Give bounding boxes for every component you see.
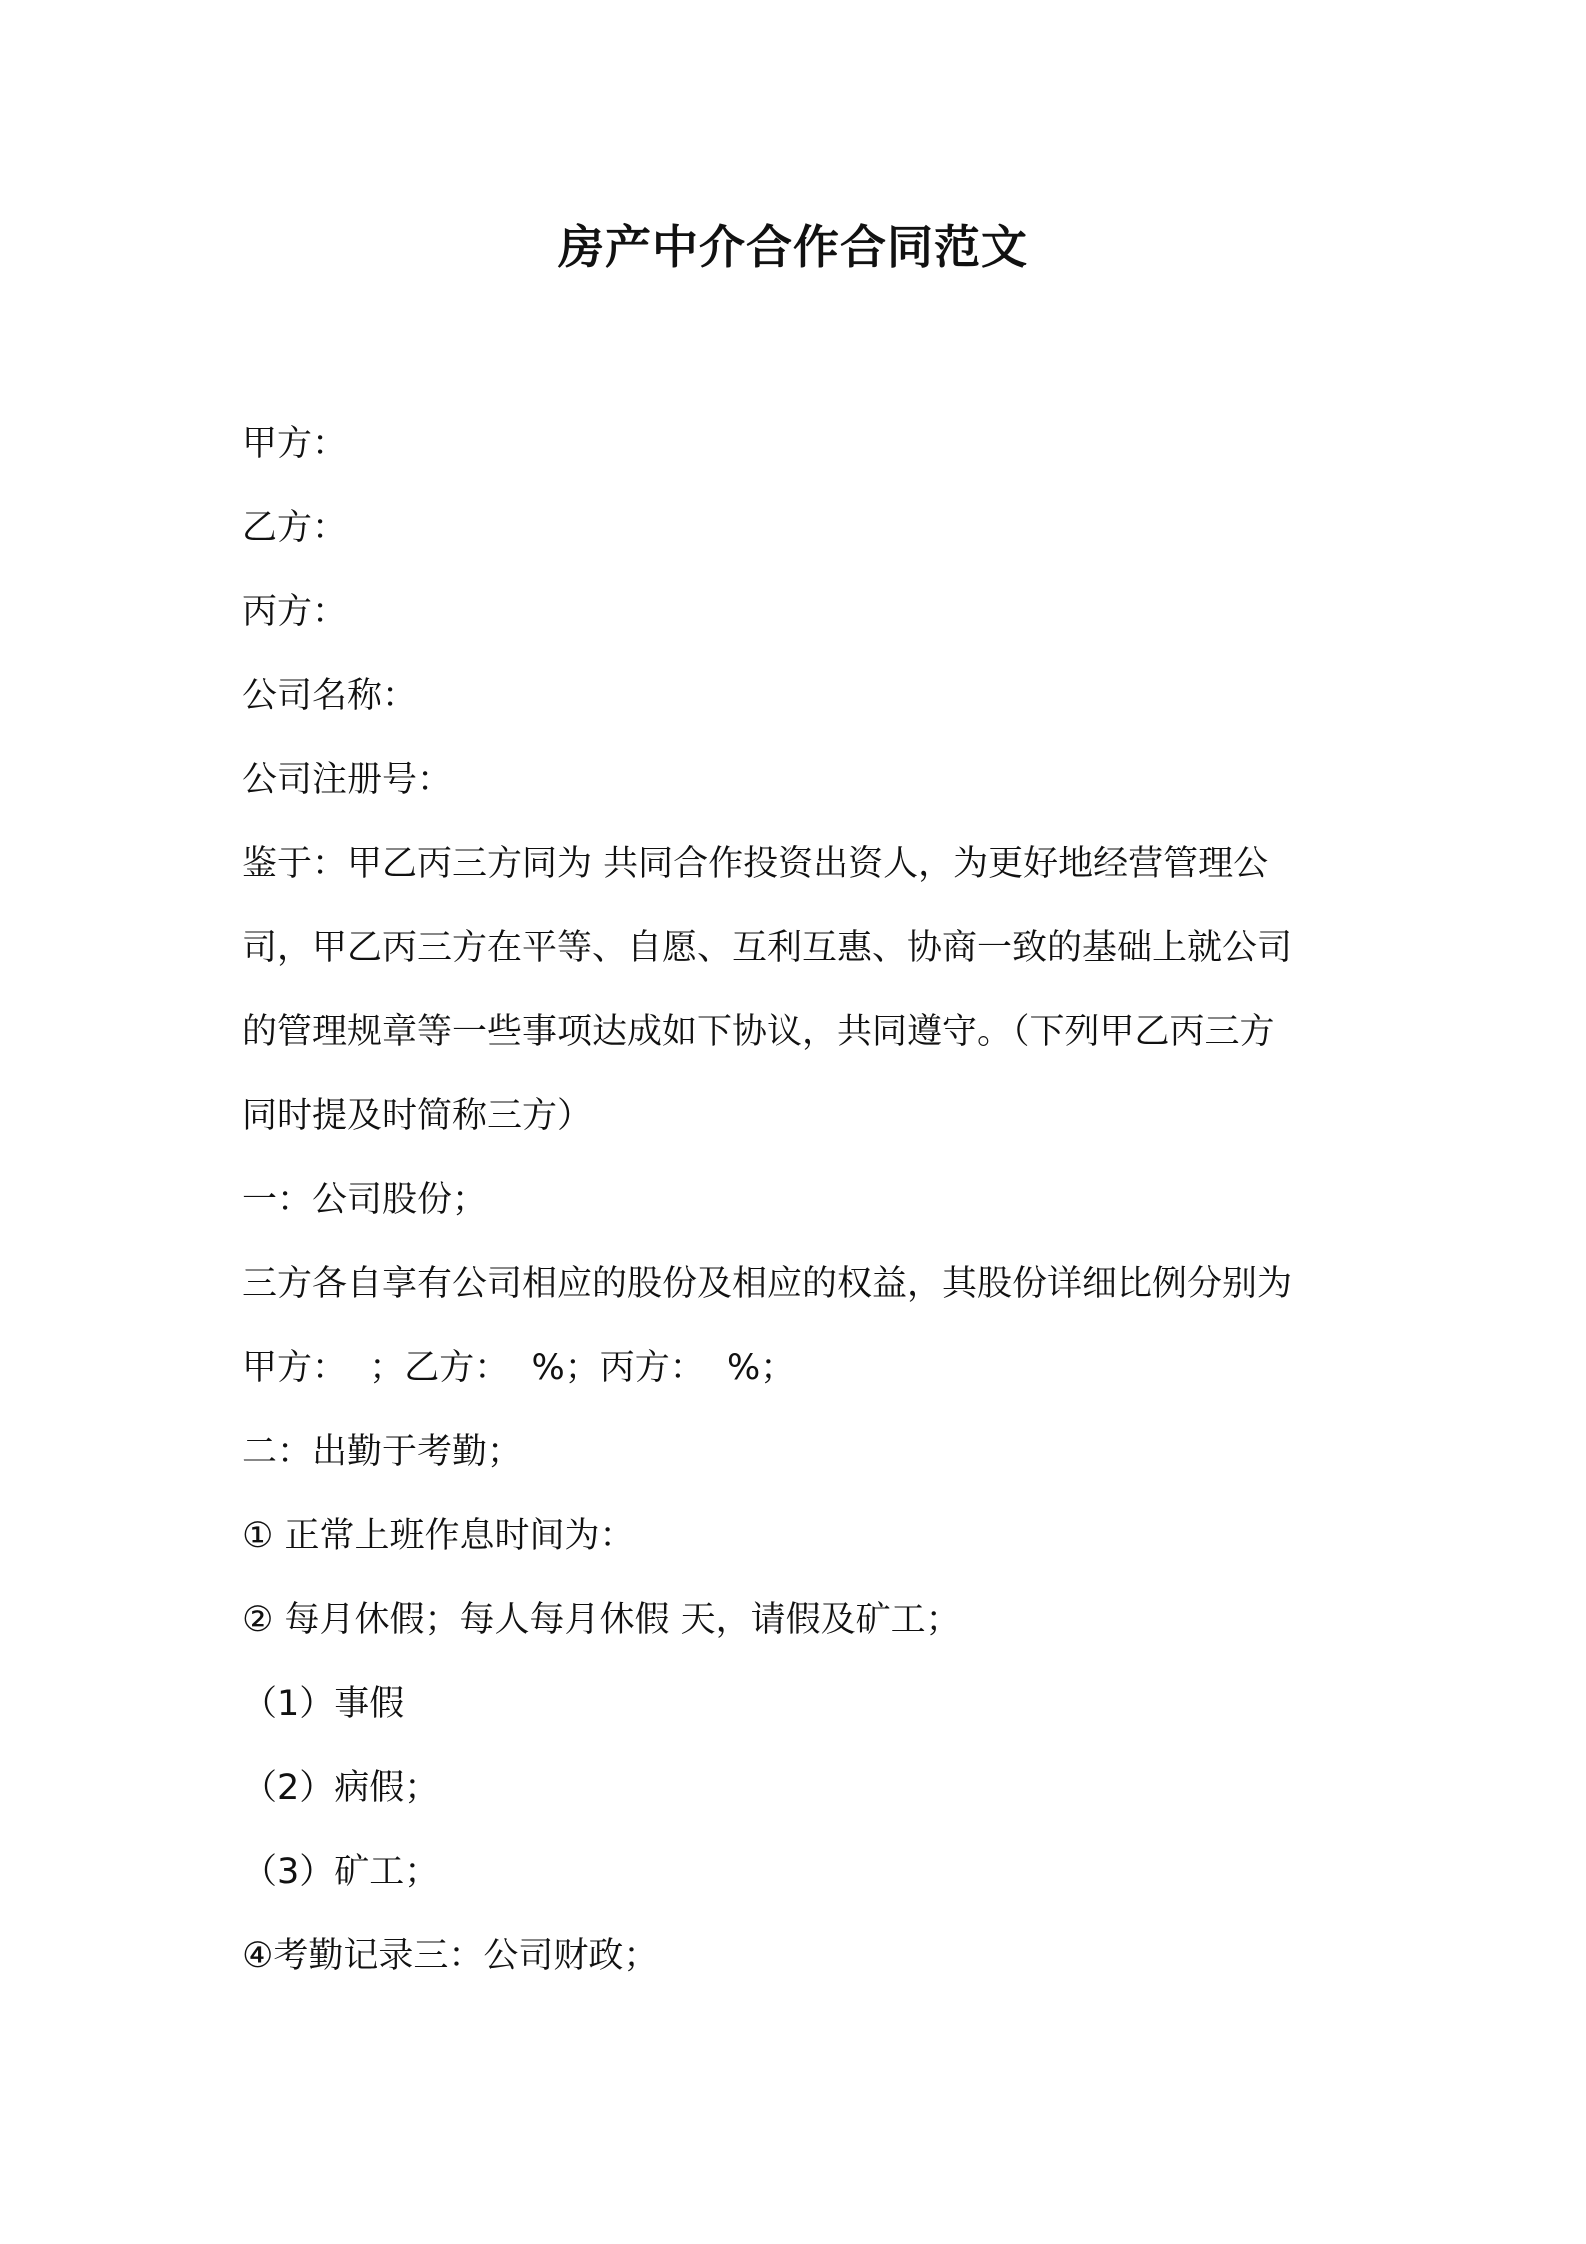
attendance-record-item: ④考勤记录三：公司财政； — [242, 1936, 659, 1976]
document-body — [242, 402, 1362, 1998]
work-hours-item: ① 正常上班作息时间为： — [242, 1516, 635, 1556]
personal-leave-item: （1）事假 — [242, 1684, 405, 1724]
preamble-line-1: 鉴于：甲乙丙三方同为 共同合作投资出资人，为更好地经营管理公 — [242, 844, 1269, 884]
preamble-line-3: 的管理规章等一些事项达成如下协议，共同遵守。（下列甲乙丙三方 — [242, 1012, 1275, 1052]
party-a-line: 甲方： — [242, 424, 348, 464]
party-b-line: 乙方： — [242, 508, 348, 548]
section-one-heading: 一：公司股份； — [242, 1180, 488, 1220]
monthly-leave-item: ② 每月休假；每人每月休假 天，请假及矿工； — [242, 1600, 961, 1640]
shares-paragraph-line-1: 三方各自享有公司相应的股份及相应的权益，其股份详细比例分别为 — [242, 1264, 1293, 1304]
preamble-line-2: 司，甲乙丙三方在平等、自愿、互利互惠、协商一致的基础上就公司 — [242, 928, 1293, 968]
preamble-line-4: 同时提及时简称三方） — [242, 1096, 593, 1136]
party-c-line: 丙方： — [242, 592, 348, 632]
sick-leave-item: （2）病假； — [242, 1768, 440, 1808]
section-two-heading: 二：出勤于考勤； — [242, 1432, 523, 1472]
absence-item: （3）矿工； — [242, 1852, 440, 1892]
company-registration-line: 公司注册号： — [242, 760, 453, 800]
shares-paragraph-line-2: 甲方： ；乙方： %；丙方： %； — [242, 1348, 796, 1388]
company-name-line: 公司名称： — [242, 676, 418, 716]
document-title: 房产中介合作合同范文 — [558, 220, 1028, 274]
